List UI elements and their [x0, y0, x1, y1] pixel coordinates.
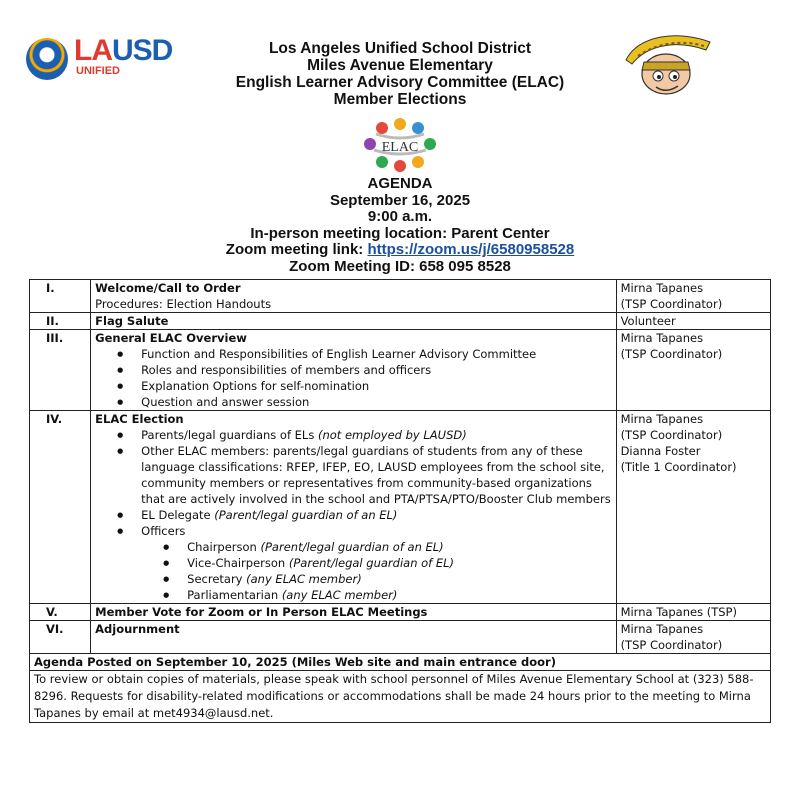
title-line-school: Miles Avenue Elementary: [307, 57, 493, 74]
item-title: ELAC Election: [95, 412, 184, 426]
bullet-list: [95, 427, 611, 603]
elac-logo-text: ELAC: [381, 140, 419, 155]
item-owner: [616, 621, 770, 654]
owner-role: (TSP Coordinator): [620, 428, 723, 442]
owner-name: Mirna Tapanes: [620, 331, 704, 345]
list-item: ● Officers ● Chairperson (Parent/legal guardian of an EL) ● Vice-Chairperson (Parent/legal guardian of EL) ● Secretary (any ELAC member) ● Parliamentarian (any ELAC member): [141, 523, 611, 603]
list-item: ● Other ELAC members: parents/legal guardians of students from any of these language classifications: RFEP, IFEP, EO, LAUSD employees from the school site, community members or representatives from community-based organizations that are actively involved in the school and PTA/PTSA/PTO/Booster Club members: [141, 443, 611, 507]
agenda-posted-note: Agenda Posted on September 10, 2025 (Miles Web site and main entrance door): [30, 654, 771, 671]
owner-name: Mirna Tapanes: [620, 281, 704, 295]
item-number: III.: [30, 330, 91, 411]
agenda-date: September 16, 2025: [329, 191, 471, 209]
item-number: IV.: [30, 411, 91, 604]
table-row: [30, 621, 771, 654]
item-topic: [91, 330, 616, 411]
item-title: Flag Salute: [95, 314, 169, 328]
table-row: [30, 330, 771, 411]
officer-list: [141, 539, 611, 603]
owner-role: (TSP Coordinator): [620, 638, 723, 652]
table-row: [30, 411, 771, 604]
lausd-wordmark: LAUSD: [74, 34, 173, 67]
lausd-logo: [26, 34, 206, 84]
item-owner: [616, 604, 770, 621]
list-item: ● Secretary (any ELAC member): [187, 571, 611, 587]
zoom-link[interactable]: https://zoom.us/j/6580958528: [367, 241, 575, 258]
list-item: ● Question and answer session: [141, 394, 611, 410]
owner-name: Mirna Tapanes: [620, 622, 704, 636]
item-title: Adjournment: [95, 622, 180, 636]
title-line-committee: English Learner Advisory Committee (ELAC): [235, 74, 565, 91]
table-row: [30, 654, 771, 671]
item-number: I.: [30, 280, 91, 313]
owner-name: Mirna Tapanes (TSP): [620, 605, 737, 619]
agenda-location: In-person meeting location: Parent Center: [250, 224, 550, 242]
item-owner: [616, 280, 770, 313]
item-owner: [616, 313, 770, 330]
elac-logo-icon: [350, 118, 450, 174]
zoom-link-label: Zoom meeting link:: [225, 241, 368, 258]
title-line-elections: Member Elections: [333, 91, 467, 108]
item-title: Welcome/Call to Order: [95, 281, 241, 295]
agenda-table: [29, 279, 771, 723]
list-item: ● Function and Responsibilities of English Learner Advisory Committee: [141, 346, 611, 362]
item-topic: [91, 621, 616, 654]
owner-name: Dianna Foster: [620, 444, 701, 458]
accommodations-note: To review or obtain copies of materials, please speak with school personnel of Miles Avenue Elementary School at (323) 588-8296. Requests for disability-related modifications or accommodations shall be made 24 hours prior to the meeting to Mirna Tapanes by email at met4934@lausd.net.: [30, 671, 771, 723]
item-number: V.: [30, 604, 91, 621]
list-item: ● Parents/legal guardians of ELs (not employed by LAUSD): [141, 427, 611, 443]
list-item: ● EL Delegate (Parent/legal guardian of an EL): [141, 507, 611, 523]
table-row: [30, 671, 771, 723]
table-row: [30, 604, 771, 621]
item-topic: [91, 411, 616, 604]
list-item: ● Chairperson (Parent/legal guardian of an EL): [187, 539, 611, 555]
item-owner: [616, 330, 770, 411]
list-item: ● Explanation Options for self-nomination: [141, 378, 611, 394]
item-topic: [91, 313, 616, 330]
lausd-unified-label: UNIFIED: [76, 65, 120, 77]
item-number: II.: [30, 313, 91, 330]
lausd-seal-icon: [26, 38, 68, 80]
item-title: General ELAC Overview: [95, 331, 247, 345]
zoom-meeting-id: Zoom Meeting ID: 658 095 8528: [289, 257, 511, 275]
bullet-list: [95, 346, 611, 410]
list-item: ● Vice-Chairperson (Parent/legal guardian of EL): [187, 555, 611, 571]
agenda-title: AGENDA: [367, 175, 433, 192]
trojan-mascot-icon: [618, 30, 718, 100]
owner-name: Volunteer: [620, 314, 676, 328]
title-line-district: Los Angeles Unified School District: [268, 40, 532, 57]
item-title: Member Vote for Zoom or In Person ELAC Meetings: [95, 605, 428, 619]
agenda-time: 9:00 a.m.: [367, 208, 433, 225]
item-subtext: Procedures: Election Handouts: [95, 297, 272, 311]
agenda-info: [150, 176, 650, 275]
item-topic: [91, 604, 616, 621]
zoom-link-line: [150, 242, 650, 259]
table-row: [30, 313, 771, 330]
owner-name: Mirna Tapanes: [620, 412, 704, 426]
owner-role: (TSP Coordinator): [620, 347, 723, 361]
owner-role: (Title 1 Coordinator): [620, 460, 737, 474]
owner-role: (TSP Coordinator): [620, 297, 723, 311]
list-item: ● Roles and responsibilities of members and officers: [141, 362, 611, 378]
document-title: [180, 40, 620, 108]
list-item: ● Parliamentarian (any ELAC member): [187, 587, 611, 603]
item-number: VI.: [30, 621, 91, 654]
table-row: [30, 280, 771, 313]
item-owner: [616, 411, 770, 604]
item-topic: [91, 280, 616, 313]
